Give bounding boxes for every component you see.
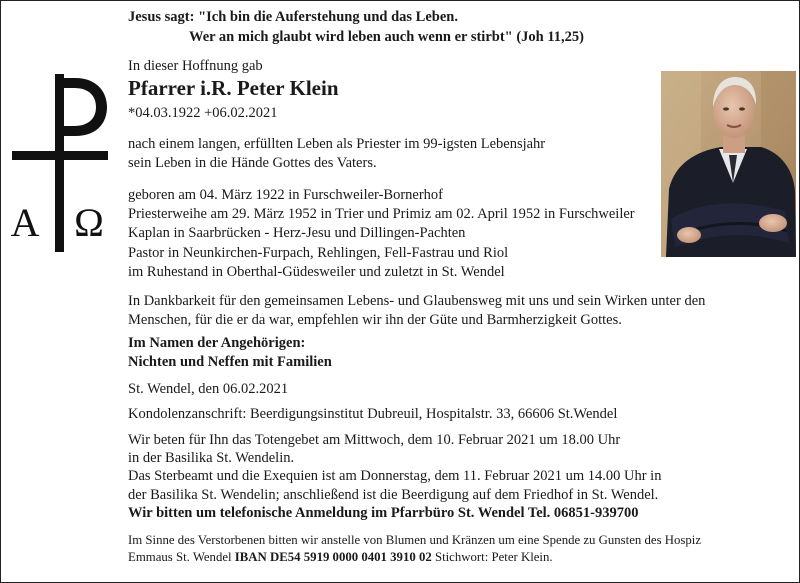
biography-line: Kaplan in Saarbrücken - Herz-Jesu und Dillingen-Pachten (128, 225, 466, 241)
deceased-name: Pfarrer i.R. Peter Klein (128, 76, 339, 100)
life-dates: *04.03.1922 +06.02.2021 (128, 105, 278, 121)
biography-line: geboren am 04. März 1922 in Furschweiler-Bornerhof (128, 187, 443, 203)
donation-keyword: Stichwort: Peter Klein. (431, 550, 553, 564)
portrait-photo (661, 71, 796, 257)
alpha-letter: A (11, 200, 40, 245)
registration-notice: Wir bitten um telefonische Anmeldung im Pfarrbüro St. Wendel Tel. 06851-939700 (128, 505, 639, 521)
biography-line: im Ruhestand in Oberthal-Güdesweiler und zuletzt in St. Wendel (128, 264, 505, 280)
biography-line: Pastor in Neunkirchen-Furpach, Rehlingen, Fell-Fastrau und Riol (128, 245, 509, 261)
family-heading: Im Namen der Angehörigen: (128, 335, 306, 351)
gratitude-line: Menschen, für die er da war, empfehlen wir ihn der Güte und Barmherzigkeit Gottes. (128, 312, 622, 328)
donation-line-2 (128, 548, 553, 566)
omega-letter: Ω (74, 200, 104, 245)
quote-line-2: Wer an mich glaubt wird leben auch wenn er stirbt" (Joh 11,25) (189, 29, 585, 45)
life-text-line: sein Leben in die Hände Gottes des Vaters. (128, 155, 377, 171)
life-text-line: nach einem langen, erfüllten Leben als Priester im 99-igsten Lebensjahr (128, 136, 546, 152)
service-line: Das Sterbeamt und die Exequien ist am Donnerstag, dem 11. Februar 2021 um 14.00 Uhr in (128, 468, 662, 484)
service-line: der Basilika St. Wendelin; anschließend ist die Beerdigung auf dem Friedhof in St. Wendel. (128, 487, 659, 503)
place-date: St. Wendel, den 06.02.2021 (128, 381, 289, 397)
donation-iban: IBAN DE54 5919 0000 0401 3910 02 (234, 550, 432, 564)
gratitude-line: In Dankbarkeit für den gemeinsamen Lebens- und Glaubensweg mit uns und sein Wirken unter den (128, 293, 706, 309)
family-names: Nichten und Neffen mit Familien (128, 354, 332, 370)
biography-line: Priesterweihe am 29. März 1952 in Trier und Primiz am 02. April 1952 in Furschweiler (128, 206, 635, 222)
service-line: Wir beten für Ihn das Totengebet am Mittwoch, dem 10. Februar 2021 um 18.00 Uhr (128, 432, 621, 448)
donation-prefix: Emmaus St. Wendel (128, 550, 235, 564)
service-line: in der Basilika St. Wendelin. (128, 450, 295, 466)
intro-text: In dieser Hoffnung gab (128, 58, 263, 74)
quote-line-1: Jesus sagt: "Ich bin die Auferstehung und das Leben. (128, 9, 458, 25)
donation-line-1: Im Sinne des Verstorbenen bitten wir anstelle von Blumen und Kränzen um eine Spende zu Gunsten des Hospiz (128, 533, 702, 547)
chi-rho-alpha-omega-icon (11, 74, 109, 254)
condolence-address: Kondolenzanschrift: Beerdigungsinstitut Dubreuil, Hospitalstr. 33, 66606 St.Wendel (128, 406, 618, 422)
